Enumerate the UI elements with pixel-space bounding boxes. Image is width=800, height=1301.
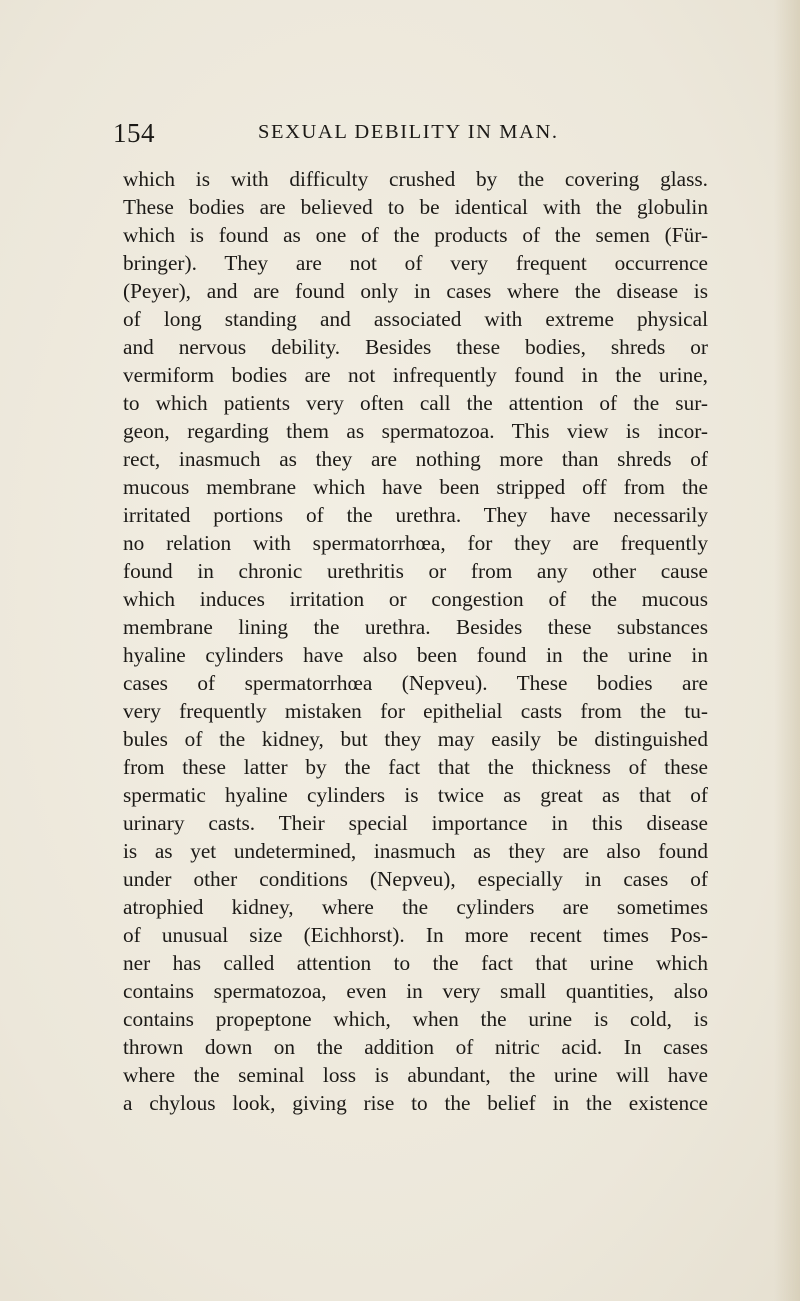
page-number: 154: [113, 118, 155, 148]
text-line: mucous membrane which have been stripped off from the: [123, 475, 708, 499]
text-line: which is with difficulty crushed by the covering glass.: [123, 167, 708, 191]
text-line: bringer). They are not of very frequent occurrence: [123, 251, 708, 275]
text-line: contains spermatozoa, even in very small quantities, also: [123, 979, 708, 1003]
text-line: vermiform bodies are not infrequently found in the urine,: [123, 363, 708, 387]
text-line: geon, regarding them as spermatozoa. This view is incor-: [123, 419, 708, 443]
text-line: cases of spermatorrhœa (Nepveu). These bodies are: [123, 671, 708, 695]
text-line: a chylous look, giving rise to the belief in the existence: [123, 1091, 708, 1115]
text-line: is as yet undetermined, inasmuch as they are also found: [123, 839, 708, 863]
page-edge-shading: [774, 0, 800, 1301]
text-line: (Peyer), and are found only in cases where the disease is: [123, 279, 708, 303]
text-line: and nervous debility. Besides these bodies, shreds or: [123, 335, 708, 359]
running-head: [113, 118, 693, 152]
text-line: very frequently mistaken for epithelial casts from the tu-: [123, 699, 708, 723]
text-line: membrane lining the urethra. Besides these substances: [123, 615, 708, 639]
text-line: hyaline cylinders have also been found in the urine in: [123, 643, 708, 667]
text-line: irritated portions of the urethra. They have necessarily: [123, 503, 708, 527]
text-line: bules of the kidney, but they may easily be distinguished: [123, 727, 708, 751]
text-line: These bodies are believed to be identical with the globulin: [123, 195, 708, 219]
text-line: spermatic hyaline cylinders is twice as great as that of: [123, 783, 708, 807]
running-head-title: SEXUAL DEBILITY IN MAN.: [258, 121, 559, 143]
text-line: found in chronic urethritis or from any other cause: [123, 559, 708, 583]
text-line: under other conditions (Nepveu), especially in cases of: [123, 867, 708, 891]
text-line: urinary casts. Their special importance in this disease: [123, 811, 708, 835]
text-line: of long standing and associated with extreme physical: [123, 307, 708, 331]
text-line: ner has called attention to the fact that urine which: [123, 951, 708, 975]
text-line: to which patients very often call the attention of the sur-: [123, 391, 708, 415]
text-line: atrophied kidney, where the cylinders are sometimes: [123, 895, 708, 919]
text-line: contains propeptone which, when the urine is cold, is: [123, 1007, 708, 1031]
text-line: which induces irritation or congestion of the mucous: [123, 587, 708, 611]
text-line: which is found as one of the products of the semen (Für-: [123, 223, 708, 247]
text-line: of unusual size (Eichhorst). In more recent times Pos-: [123, 923, 708, 947]
text-line: where the seminal loss is abundant, the urine will have: [123, 1063, 708, 1087]
text-line: rect, inasmuch as they are nothing more than shreds of: [123, 447, 708, 471]
text-line: from these latter by the fact that the thickness of these: [123, 755, 708, 779]
text-line: thrown down on the addition of nitric acid. In cases: [123, 1035, 708, 1059]
text-line: no relation with spermatorrhœa, for they are frequently: [123, 531, 708, 555]
body-text: [123, 165, 708, 1117]
